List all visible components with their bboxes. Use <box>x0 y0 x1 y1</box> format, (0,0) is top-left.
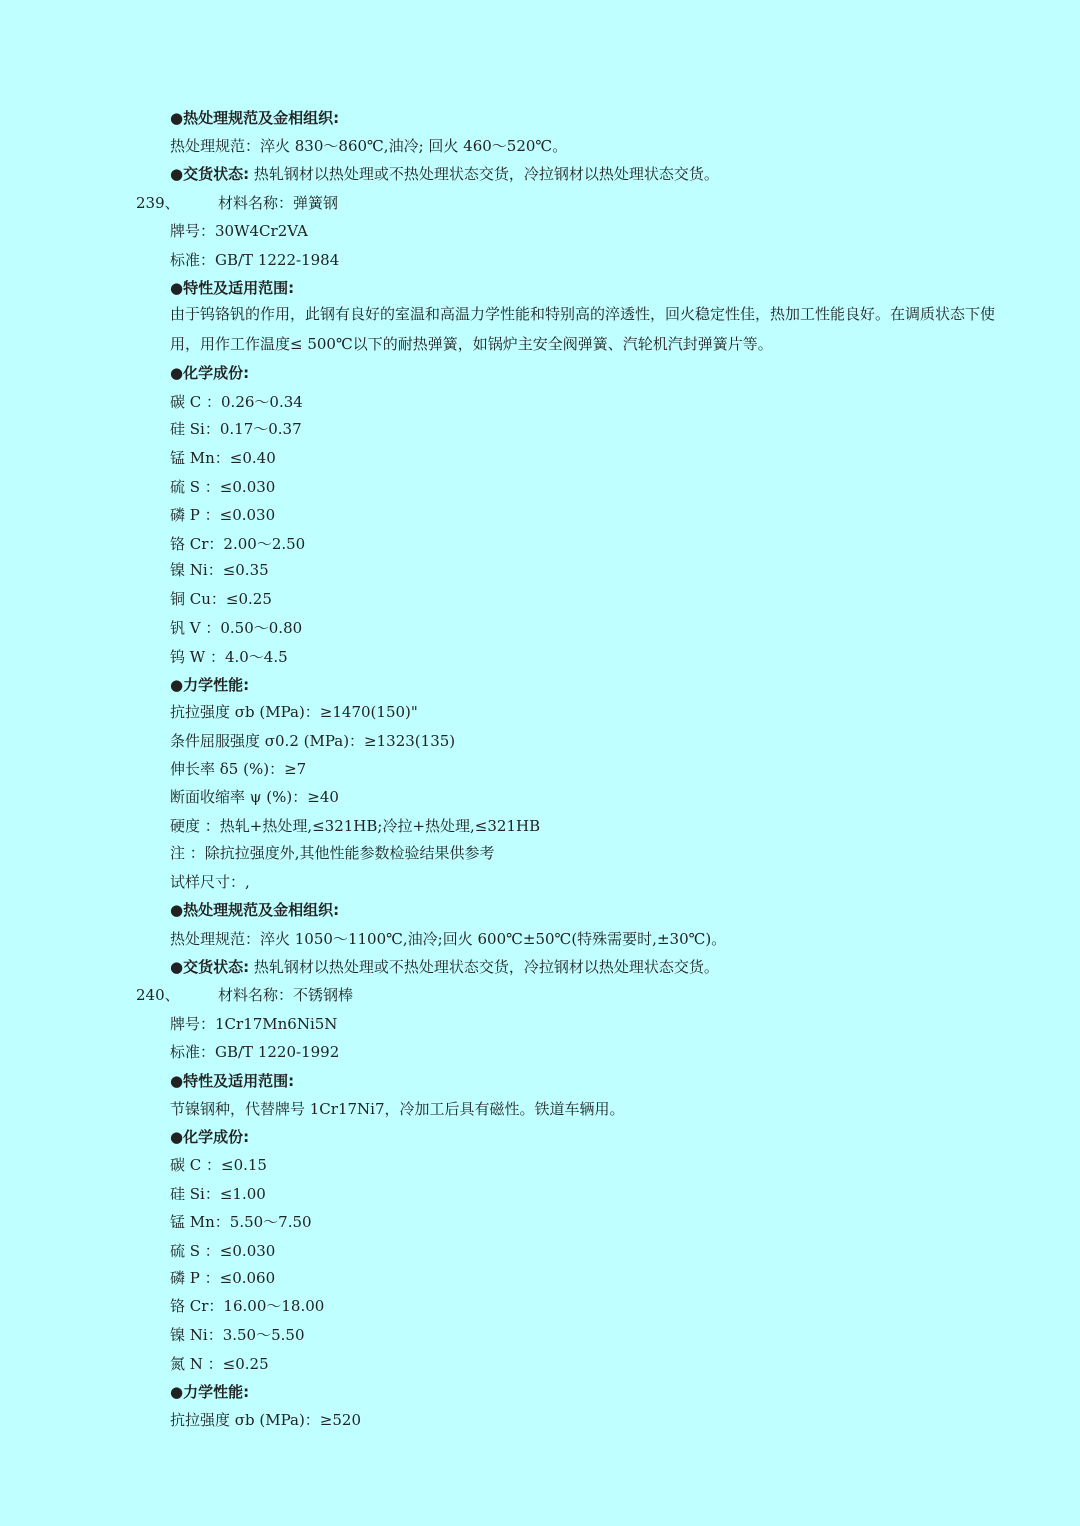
mech-heading: ●力学性能: <box>170 676 250 694</box>
chem-item: 磷 P ：≤0.060 <box>170 1269 276 1287</box>
standard: 标准：GB/T 1220-1992 <box>170 1043 340 1061</box>
mech-item: 硬度 ：热轧+热处理,≤321HB;冷拉+热处理,≤321HB <box>170 817 541 835</box>
mech-item: 断面收缩率 ψ (%)：≥40 <box>170 788 339 806</box>
chem-heading: ●化学成份: <box>170 1128 250 1146</box>
chem-item: 锰 Mn：5.50～7.50 <box>170 1213 312 1231</box>
props-heading: ●特性及适用范围: <box>170 1072 295 1090</box>
item-number: 239、 <box>136 194 180 212</box>
delivery-text: 热轧钢材以热处理或不热处理状态交货，冷拉钢材以热处理状态交货。 <box>253 165 719 183</box>
mech-item: 试样尺寸：, <box>170 873 250 891</box>
chem-item: 铬 Cr：2.00～2.50 <box>170 535 306 553</box>
mech-item: 伸长率 δ5 (%)：≥7 <box>170 760 307 778</box>
chem-heading: ●化学成份: <box>170 364 250 382</box>
mech-item: 抗拉强度 σb (MPa)：≥520 <box>170 1411 362 1429</box>
heat-treat-text: 热处理规范：淬火 1050～1100℃,油冷;回火 600℃±50℃(特殊需要时,±30℃)。 <box>170 930 727 948</box>
heat-treat-text: 热处理规范：淬火 830～860℃,油冷; 回火 460～520℃。 <box>170 137 568 155</box>
material-name: 材料名称：不锈钢棒 <box>218 986 354 1004</box>
props-text: 节镍钢种，代替牌号 1Cr17Ni7，冷加工后具有磁性。铁道车辆用。 <box>170 1100 625 1118</box>
mech-item: 抗拉强度 σb (MPa)：≥1470(150)" <box>170 703 418 721</box>
delivery-line <box>170 164 719 184</box>
delivery-heading: ●交货状态: <box>170 958 250 976</box>
chem-item: 磷 P ：≤0.030 <box>170 506 276 524</box>
standard: 标准：GB/T 1222-1984 <box>170 251 340 269</box>
chem-item: 碳 C ：≤0.15 <box>170 1156 267 1174</box>
chem-item: 硅 Si：≤1.00 <box>170 1185 266 1203</box>
material-name: 材料名称：弹簧钢 <box>218 194 339 212</box>
delivery-heading: ●交货状态: <box>170 165 250 183</box>
delivery-line <box>170 957 719 977</box>
delivery-text: 热轧钢材以热处理或不热处理状态交货，冷拉钢材以热处理状态交货。 <box>253 958 719 976</box>
mech-item: 注 ：除抗拉强度外,其他性能参数检验结果供参考 <box>170 844 495 862</box>
grade: 牌号：1Cr17Mn6Ni5N <box>170 1015 338 1033</box>
heat-treat-heading: ●热处理规范及金相组织: <box>170 901 340 919</box>
chem-item: 镍 Ni：3.50～5.50 <box>170 1326 305 1344</box>
chem-item: 铜 Cu：≤0.25 <box>170 590 272 608</box>
mech-item: 条件屈服强度 σ0.2 (MPa)：≥1323(135) <box>170 732 456 750</box>
props-text: 由于钨铬钒的作用，此钢有良好的室温和高温力学性能和特别高的淬透性，回火稳定性佳，热加工性能良好。在调质状态下使用，用作工作温度≤ 500℃以下的耐热弹簧，如锅炉主安全阀弹簧、汽轮机汽封弹簧片等。 <box>170 305 996 353</box>
chem-item: 氮 N ：≤0.25 <box>170 1355 269 1373</box>
chem-item: 硫 S ：≤0.030 <box>170 1242 276 1260</box>
chem-item: 锰 Mn：≤0.40 <box>170 449 276 467</box>
chem-item: 碳 C ：0.26～0.34 <box>170 393 303 411</box>
chem-item: 镍 Ni：≤0.35 <box>170 561 269 579</box>
chem-item: 钒 V ：0.50～0.80 <box>170 619 303 637</box>
grade: 牌号：30W4Cr2VA <box>170 222 308 240</box>
heat-treat-heading: ●热处理规范及金相组织: <box>170 109 340 127</box>
chem-item: 钨 W ：4.0～4.5 <box>170 648 288 666</box>
item-239-header <box>136 193 339 213</box>
item-240-header <box>136 985 354 1005</box>
chem-item: 硫 S ：≤0.030 <box>170 478 276 496</box>
chem-item: 铬 Cr：16.00～18.00 <box>170 1297 325 1315</box>
chem-item: 硅 Si：0.17～0.37 <box>170 420 302 438</box>
item-number: 240、 <box>136 986 180 1004</box>
props-heading: ●特性及适用范围: <box>170 279 295 297</box>
mech-heading: ●力学性能: <box>170 1383 250 1401</box>
